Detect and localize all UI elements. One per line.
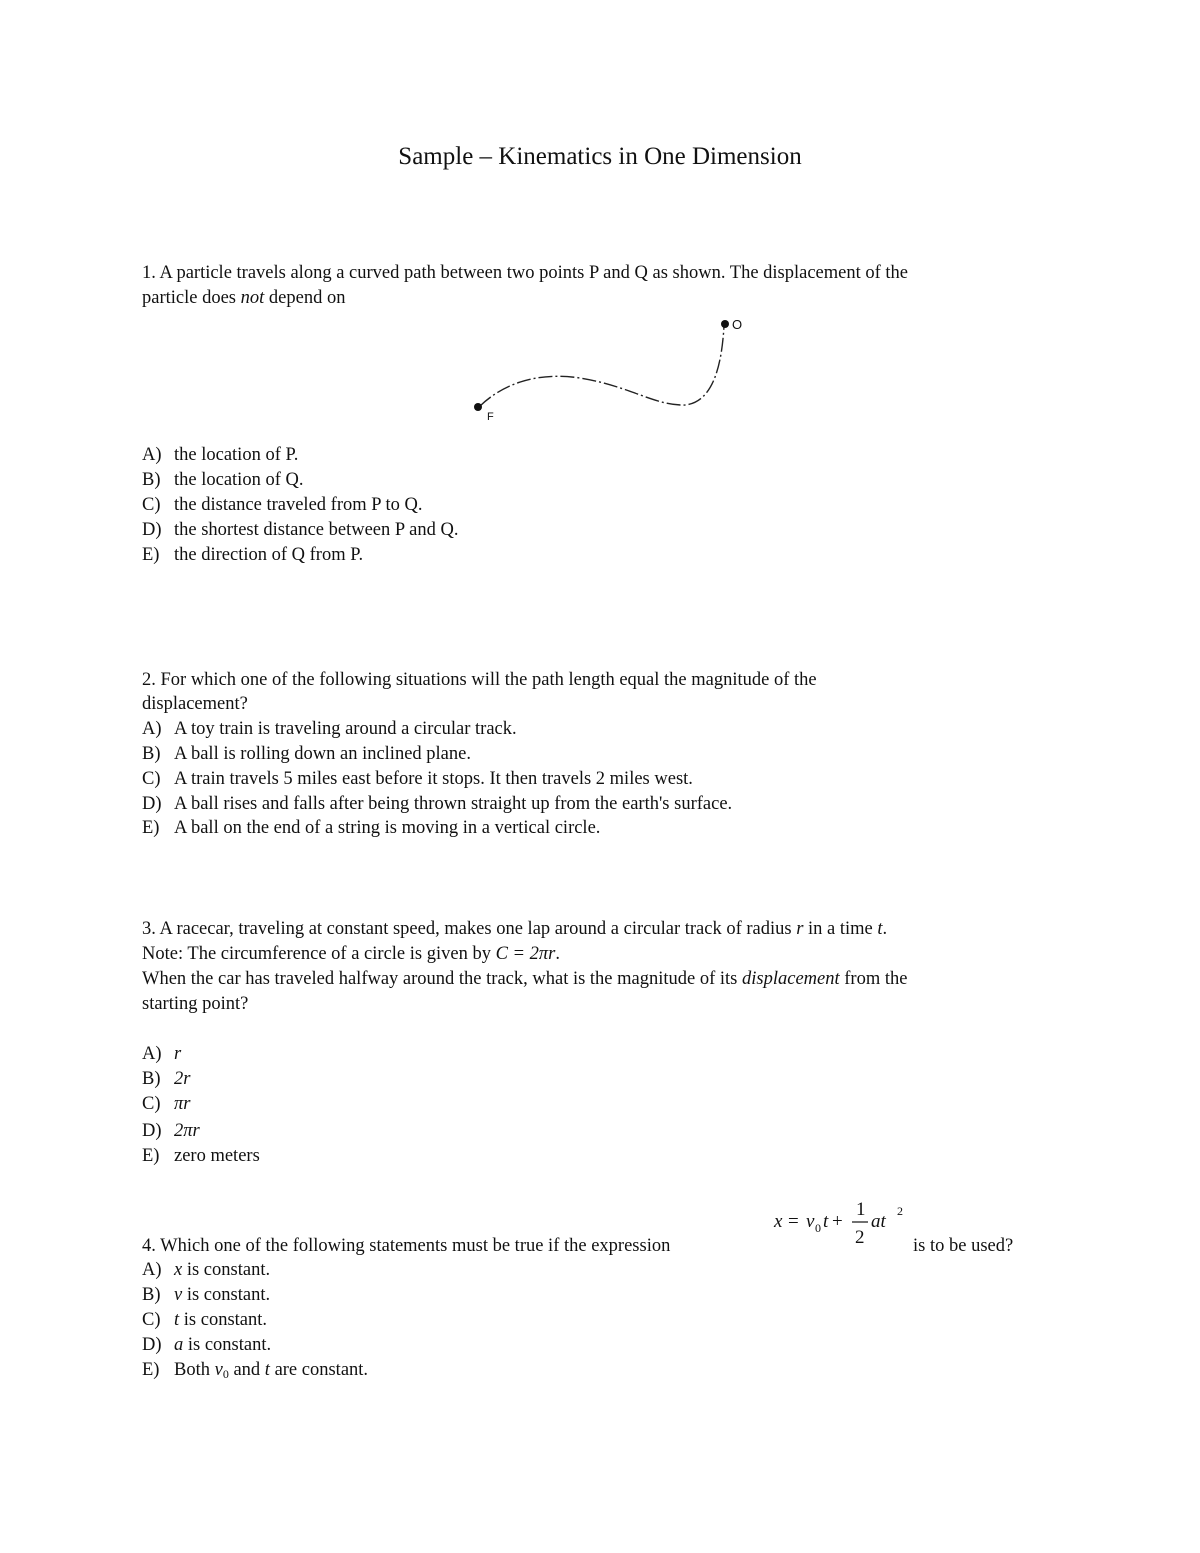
formula-denominator: 2 bbox=[855, 1227, 865, 1248]
formula-plus: + bbox=[832, 1211, 843, 1232]
page-title: Sample – Kinematics in One Dimension bbox=[398, 143, 802, 170]
point-q-label: O bbox=[732, 317, 743, 332]
q4-stem-post: is to be used? bbox=[913, 1236, 1014, 1256]
q3-emphasis: displacement bbox=[742, 969, 840, 989]
formula-numerator: 1 bbox=[856, 1199, 866, 1220]
curved-path bbox=[480, 326, 724, 406]
q4-stem-pre: 4. Which one of the following statements must be true if the expression bbox=[142, 1236, 671, 1256]
formula-v: v bbox=[806, 1211, 815, 1232]
q1-option-b: B) the location of Q. bbox=[142, 470, 304, 490]
q3-option-d: D) 2πr bbox=[142, 1121, 200, 1141]
point-p-dot bbox=[474, 403, 482, 411]
q3-option-b: B) 2r bbox=[142, 1069, 191, 1089]
q2-stem-line-1: 2. For which one of the following situations will the path length equal the magnitude of the bbox=[142, 670, 817, 690]
q2-option-a: A) A toy train is traveling around a circular track. bbox=[142, 719, 517, 739]
q4-option-a: A) x is constant. bbox=[142, 1260, 271, 1280]
kinematics-formula bbox=[772, 1196, 912, 1252]
q3-option-a: A) r bbox=[142, 1044, 182, 1064]
q1-option-c: C) the distance traveled from P to Q. bbox=[142, 495, 423, 515]
q1-stem-line-2: particle does not depend on bbox=[142, 288, 346, 308]
point-q-dot bbox=[721, 320, 729, 328]
q1-option-d: D) the shortest distance between P and Q. bbox=[142, 520, 459, 540]
q4-option-e: E) Both $v_0$ and t are constant. bbox=[142, 1360, 369, 1381]
q2-option-e: E) A ball on the end of a string is moving in a vertical circle. bbox=[142, 818, 601, 838]
q1-stem-line-1: 1. A particle travels along a curved path between two points P and Q as shown. The displacement of the bbox=[142, 263, 909, 283]
q3-stem-line-4: starting point? bbox=[142, 994, 249, 1014]
q1-option-e: E) the direction of Q from P. bbox=[142, 545, 364, 565]
q4-option-d: D) a is constant. bbox=[142, 1335, 272, 1355]
q4-option-c: C) t is constant. bbox=[142, 1310, 268, 1330]
formula-x: x bbox=[774, 1211, 783, 1232]
q2-option-c: C) A train travels 5 miles east before it stops. It then travels 2 miles west. bbox=[142, 769, 693, 789]
q3-option-c: C) πr bbox=[142, 1094, 191, 1114]
formula-superscript: 2 bbox=[897, 1204, 903, 1218]
point-p-label: F bbox=[487, 411, 494, 423]
q3-stem-line-3: When the car has traveled halfway around the track, what is the magnitude of its displacement from the bbox=[142, 969, 908, 989]
curved-path-diagram bbox=[460, 310, 760, 430]
q3-option-e: E) zero meters bbox=[142, 1146, 260, 1166]
q1-emphasis: not bbox=[240, 288, 265, 308]
circumference-formula: C = 2πr bbox=[495, 944, 556, 964]
formula-equals: = bbox=[788, 1211, 799, 1232]
q2-option-d: D) A ball rises and falls after being thrown straight up from the earth's surface. bbox=[142, 794, 733, 814]
formula-at: at bbox=[871, 1211, 886, 1232]
formula-sub-zero: 0 bbox=[815, 1221, 821, 1235]
q2-option-b: B) A ball is rolling down an inclined plane. bbox=[142, 744, 471, 764]
q3-stem-line-1: 3. A racecar, traveling at constant speed, makes one lap around a circular track of radius r in a time t. bbox=[142, 919, 888, 939]
q1-option-a: A) the location of P. bbox=[142, 445, 299, 465]
q2-stem-line-2: displacement? bbox=[142, 694, 248, 714]
q4-option-b: B) v is constant. bbox=[142, 1285, 271, 1305]
q3-stem-line-2: Note: The circumference of a circle is given by C = 2πr. bbox=[142, 944, 560, 964]
formula-t: t bbox=[823, 1211, 829, 1232]
